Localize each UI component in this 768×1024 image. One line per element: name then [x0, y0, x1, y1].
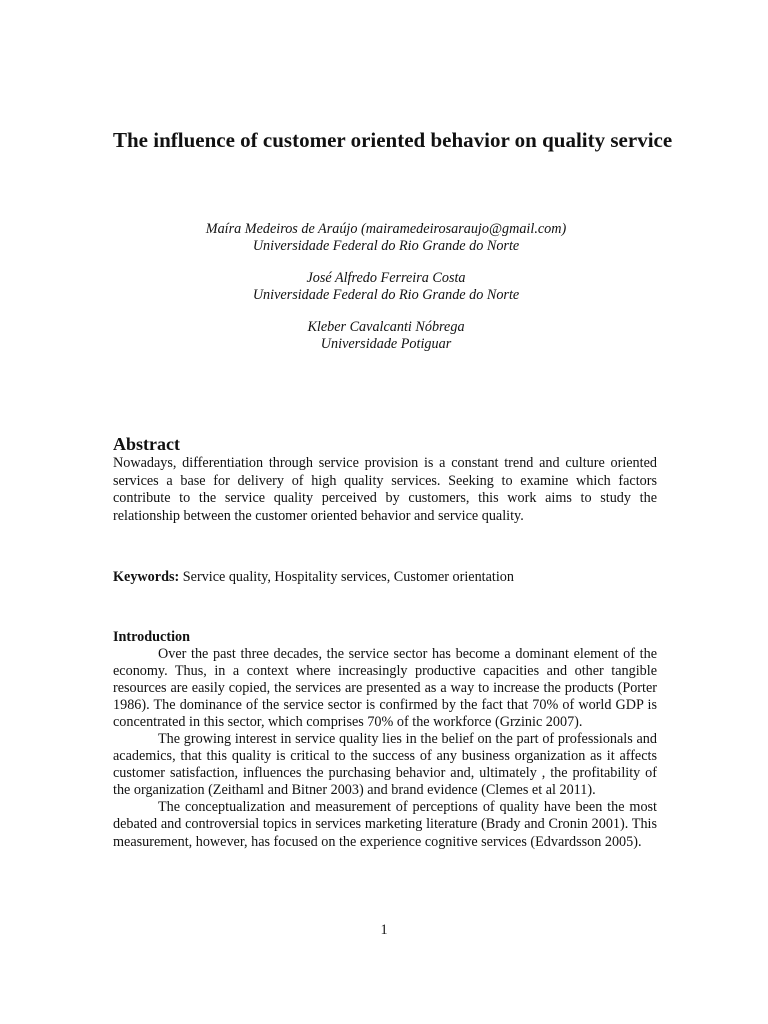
author-name: Maíra Medeiros de Araújo (mairamedeirosaraujo@gmail.com): [205, 221, 567, 237]
introduction-heading: Introduction: [113, 629, 190, 645]
keywords-label: Keywords:: [113, 569, 180, 585]
author-affiliation: Universidade Federal do Rio Grande do Norte: [252, 286, 520, 303]
author-list: [113, 221, 659, 368]
body-paragraph: The conceptualization and measurement of perceptions of quality have been the most debated and controversial topics in services marketing literature (Brady and Cronin 2001). This measurement, however, has focused on the experience cognitive services (Edvardsson 2005).: [113, 799, 657, 850]
author-name: José Alfredo Ferreira Costa: [306, 270, 466, 286]
keywords-line: [113, 569, 657, 586]
author-affiliation: Universidade Federal do Rio Grande do Norte: [252, 237, 520, 254]
abstract-text: Nowadays, differentiation through service provision is a constant trend and culture oriented services a base for delivery of high quality services. Seeking to examine which factors contribute to the service quality perceived by customers, this work aims to study the relationship between the customer oriented behavior and service quality.: [113, 455, 657, 524]
author-block: [113, 221, 659, 254]
introduction-body: [113, 646, 657, 851]
body-paragraph: Over the past three decades, the service sector has become a dominant element of the economy. Thus, in a context where increasingly productive capacities and other tangible resources are easily copied, the services are presented as a way to increase the products (Porter 1986). The dominance of the service sector is confirmed by the fact that 70% of world GDP is concentrated in this sector, which comprises 70% of the workforce (Grzinic 2007).: [113, 646, 657, 731]
abstract-heading: Abstract: [113, 434, 180, 454]
author-affiliation: Universidade Potiguar: [320, 335, 452, 352]
keywords-text: Service quality, Hospitality services, Customer orientation: [179, 569, 514, 585]
page-number: 1: [380, 922, 388, 938]
author-block: [113, 319, 659, 352]
body-paragraph: The growing interest in service quality lies in the belief on the part of professionals and academics, that this quality is critical to the success of any business organization as it affects customer satisfaction, influences the purchasing behavior and, ultimately , the profitability of the organization (Zeithaml and Bitner 2003) and brand evidence (Clemes et al 2011).: [113, 731, 657, 799]
paper-title: The influence of customer oriented behavior on quality service: [113, 128, 673, 152]
author-block: [113, 270, 659, 303]
author-name: Kleber Cavalcanti Nóbrega: [307, 319, 465, 335]
